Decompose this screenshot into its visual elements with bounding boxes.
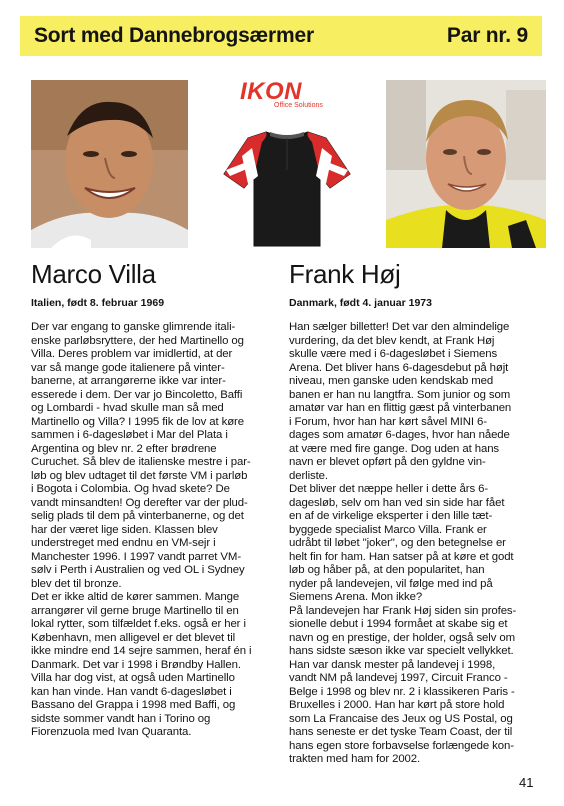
- bio-line: selig plads til dem på vinterbanerne, og det: [31, 510, 244, 522]
- bio-line: Arena. Det bliver hans 6-dagesdebut på højt: [289, 361, 509, 374]
- rider-name-right: Frank Høj: [289, 259, 401, 289]
- bio-line: På landevejen har Frank Høj siden sin profes-: [289, 604, 517, 617]
- bio-line: i Forum, hvor han har kørt såvel MINI 6-: [289, 415, 487, 428]
- bio-line: blev det til bronze.: [31, 577, 122, 590]
- rider-photo-frank-hoj: [386, 80, 546, 248]
- rider-photo-marco-villa: [31, 80, 188, 248]
- bio-line: sammen i 6-dagesløbet i Mar del Plata i: [31, 429, 228, 441]
- bio-line: nyder på landevejen, vil følge med ind på: [289, 577, 493, 590]
- bio-line: at være med fire gange. Dog uden at hans: [289, 442, 500, 455]
- bio-line: Villa har dog vist, at også uden Martinello: [31, 672, 235, 684]
- bio-line: Martinello og Villa? I 1995 fik de lov at køre: [31, 415, 244, 428]
- bio-line: enske parløbsryttere, der hed Martinello og: [31, 334, 244, 347]
- bio-line: Manchester 1996. I 1997 vandt parret VM-: [31, 550, 242, 563]
- logo-subtitle: Office Solutions: [274, 102, 323, 109]
- bio-line: navn og en prestige, der holder, også selv om: [289, 631, 515, 644]
- bio-line: Bruxelles i 2000. Han har kørt på store hold: [289, 699, 505, 711]
- bio-line: København, men alligevel er det blevet til: [31, 631, 236, 644]
- page-number: 41: [519, 775, 534, 790]
- bio-line: en af de virkelige eksperter i den lille tæt-: [289, 510, 493, 522]
- bio-line: navn er blevet opført på den gyldne vin-: [289, 456, 486, 468]
- bio-line: Argentina og blev nr. 2 efter brødrene: [31, 442, 217, 455]
- bio-line: vandt NM på landevej 1997, Circuit Franco -: [289, 672, 508, 684]
- rider-birth-left: Italien, født 8. februar 1969: [31, 297, 165, 309]
- bio-line: Han var dansk mester på landevej i 1998,: [289, 658, 496, 671]
- page-title: Sort med Dannebrogsærmer: [34, 24, 314, 47]
- bio-line: i Bogota i Colombia. Og hvad skete? De: [31, 483, 230, 495]
- rider-birth-right: Danmark, født 4. januar 1973: [289, 297, 432, 309]
- bio-line: banen er han nu langtfra. Som junior og som: [289, 388, 511, 401]
- bio-line: sionelle debut i 1994 formået at skabe sig et: [289, 618, 508, 630]
- bio-line: dages som amatør 6-dages, hvor han nåede: [289, 429, 510, 441]
- bio-line: understreget med endnu en VM-sejr i: [31, 537, 216, 549]
- bio-line: banerne, at arrangørerne ikke var inter-: [31, 375, 226, 387]
- bio-line: hans egen store forbavselse forlængede kon-: [289, 739, 514, 752]
- bio-line: sidste sommer vandt han i Torino og: [31, 712, 211, 725]
- bio-line: hans sidste sæson ikke var specielt vellykket.: [289, 645, 514, 657]
- bio-line: hans seneste er det tyske Team Coast, der til: [289, 726, 513, 738]
- bio-line: Curuchet. Så blev de italienske mestre i par-: [31, 456, 251, 468]
- bio-line: Han sælger billetter! Det var den almindelige: [289, 321, 510, 333]
- bio-line: Det bliver det næppe heller i dette års 6-: [289, 483, 489, 495]
- team-jersey: [222, 126, 352, 250]
- bio-line: løb og blev udtaget til det første VM i parløb: [31, 469, 248, 482]
- bio-line: har der været lige siden. Klassen blev: [31, 523, 218, 536]
- bio-line: vurdering, da det blev kendt, at Frank Høj: [289, 334, 495, 347]
- bio-line: Det er ikke altid de kører sammen. Mange: [31, 591, 240, 603]
- logo-word: IKON: [240, 78, 302, 105]
- bio-line: løb og håber på, at den popularitet, han: [289, 564, 485, 576]
- bio-line: udråbt til løbet "joker", og den betegnelse er: [289, 537, 506, 549]
- sponsor-logo: [238, 80, 336, 112]
- bio-line: derliste.: [289, 469, 328, 482]
- bio-line: sølv i Perth i Australien og ved OL i Sydney: [31, 564, 245, 576]
- bio-line: ikke mindre end 14 sejre sammen, heraf én i: [31, 645, 252, 657]
- bio-line: vandt minsandten! Og derefter var der plud-: [31, 496, 248, 509]
- bio-column-left: [31, 321, 283, 740]
- bio-line: Der var engang to ganske glimrende itali-: [31, 321, 236, 333]
- bio-line: skulle være med i 6-dagesløbet i Siemens: [289, 348, 498, 360]
- bio-line: helt fin for ham. Han satser på at køre et godt: [289, 550, 514, 563]
- bio-line: esserede i dem. Der var jo Bincoletto, Baffi: [31, 388, 243, 401]
- bio-line: var så mange gode italienere på vinter-: [31, 361, 225, 374]
- bio-line: byggede specialist Marco Villa. Frank er: [289, 523, 487, 536]
- pair-number: Par nr. 9: [446, 24, 528, 47]
- bio-line: niveau, men ganske uden kendskab med: [289, 375, 494, 387]
- bio-line: dagesløb, selv om han ved sin side har fået: [289, 496, 505, 509]
- bio-line: lokal rytter, som tilfældet f.eks. også er her i: [31, 618, 246, 630]
- bio-line: Belge i 1998 og blev nr. 2 i klassikeren Paris -: [289, 685, 515, 698]
- bio-column-right: [289, 321, 544, 767]
- bio-line: Fiorenzuola med Ivan Quaranta.: [31, 726, 192, 738]
- bio-line: amatør var han en flittig gæst på vinterbanen: [289, 402, 512, 414]
- bio-line: Danmark. Det var i 1998 i Brøndby Hallen.: [31, 658, 241, 671]
- bio-line: trakten med ham for 2002.: [289, 753, 421, 765]
- title-banner: [20, 16, 542, 56]
- bio-line: Bassano del Grappa i 1998 med Baffi, og: [31, 699, 236, 711]
- bio-line: og Lombardi - hvad skulle man så med: [31, 402, 224, 414]
- bio-line: arrangører vil gerne bruge Martinello til en: [31, 604, 239, 617]
- bio-line: Villa. Deres problem var imidlertid, at der: [31, 348, 233, 360]
- bio-line: kan han vinde. Han vandt 6-dagesløbet i: [31, 685, 232, 698]
- bio-line: som La Francaise des Jeux og US Postal, og: [289, 712, 513, 725]
- rider-name-left: Marco Villa: [31, 259, 156, 289]
- bio-line: Siemens Arena. Mon ikke?: [289, 591, 423, 603]
